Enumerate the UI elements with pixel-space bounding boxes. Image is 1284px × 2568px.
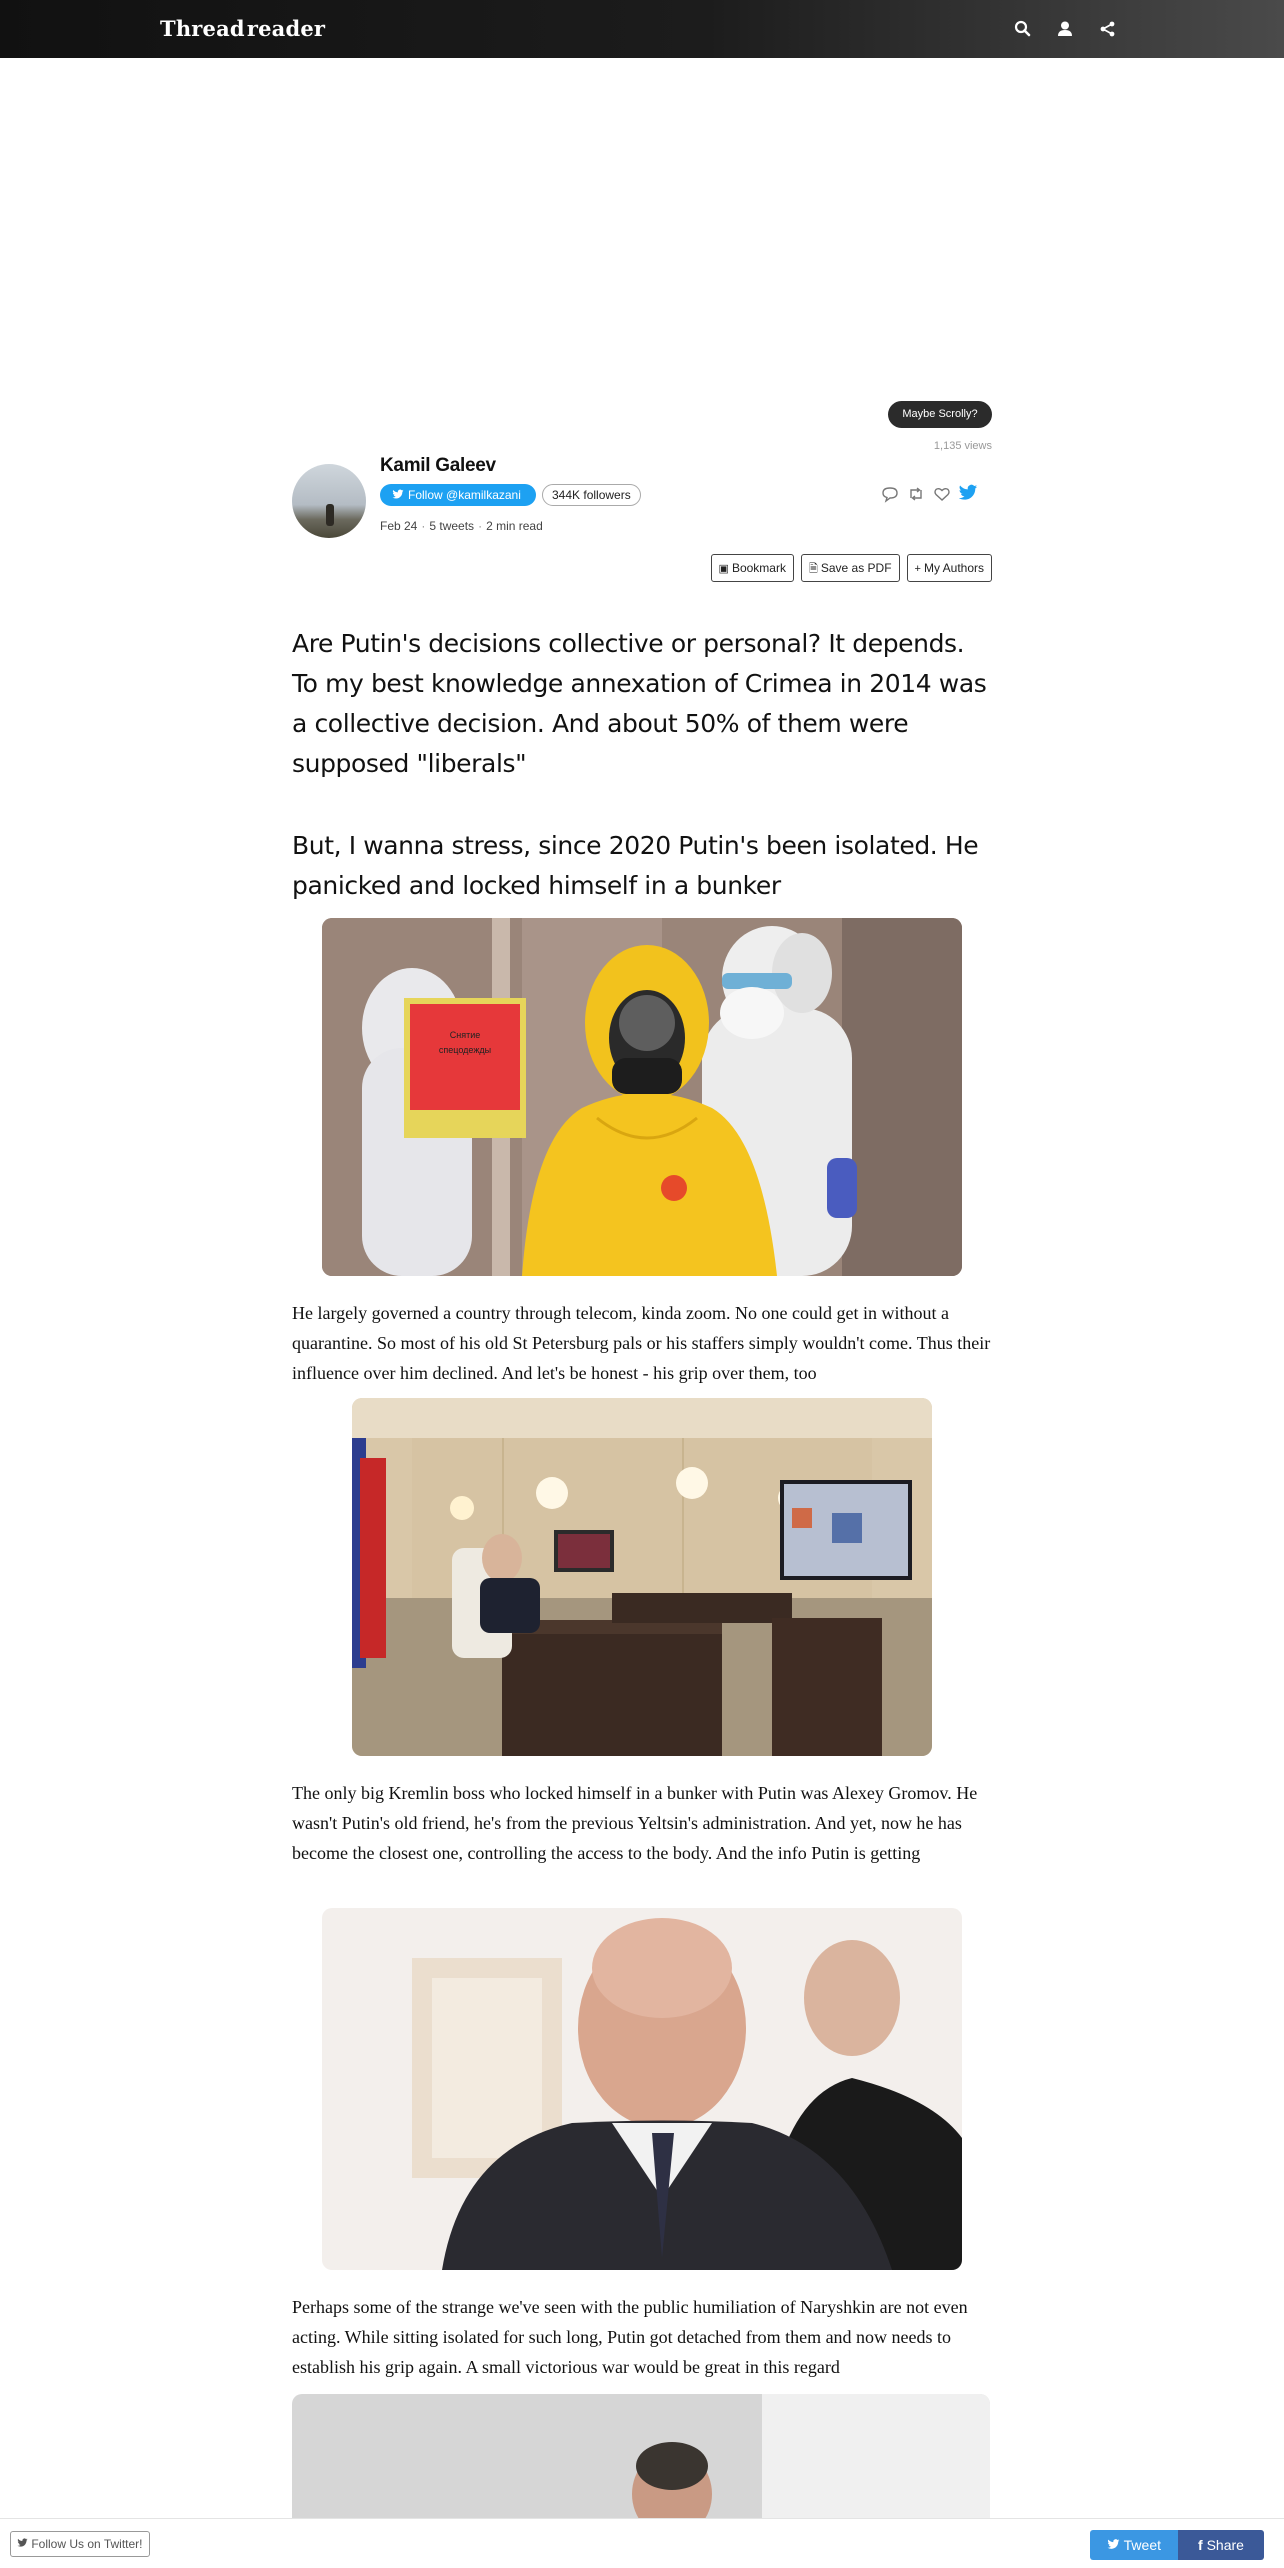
plus-icon: + xyxy=(914,563,921,575)
twitter-icon[interactable] xyxy=(958,484,978,504)
tweet-text-3: He largely governed a country through telecom, kinda zoom. No one could get in without a quarantine. So most of his old St Petersburg pals or his staffers simply wouldn't come. Thus their influence over him declined. And let's be honest - his grip over them, too xyxy=(292,1303,991,1383)
logo-thread: Thread xyxy=(160,16,245,41)
tweet-text-2: But, I wanna stress, since 2020 Putin's been isolated. He panicked and locked himself in a bunker xyxy=(292,831,979,900)
tweet-image-gromov[interactable] xyxy=(322,1908,962,2270)
tweet-image-naryshkin[interactable] xyxy=(292,2394,990,2518)
follow-author-button[interactable] xyxy=(380,484,536,506)
read-time: 2 min read xyxy=(486,519,543,533)
logo-reader: reader xyxy=(246,16,326,41)
tweet-text-5: Perhaps some of the strange we've seen with the public humiliation of Naryshkin are not even acting. While sitting isolated for such long, Putin got detached from them and now needs to establish his grip again. A small victorious war would be great in this regard xyxy=(292,2297,968,2377)
author-name[interactable]: Kamil Galeev xyxy=(380,455,496,476)
facebook-icon: f xyxy=(1198,2537,1203,2553)
author-avatar[interactable] xyxy=(292,464,366,538)
share-tweet-label: Tweet xyxy=(1123,2537,1161,2553)
tweet-actions xyxy=(880,484,978,504)
save-pdf-button[interactable] xyxy=(801,554,900,582)
like-icon[interactable] xyxy=(932,484,952,504)
twitter-bird-icon xyxy=(392,485,404,507)
follow-us-button[interactable] xyxy=(10,2531,150,2557)
thread-date: Feb 24 xyxy=(380,519,418,533)
follow-us-label: Follow Us on Twitter! xyxy=(31,2537,143,2551)
share-facebook-button[interactable] xyxy=(1178,2530,1264,2560)
svg-text:Снятие: Снятие xyxy=(449,1030,481,1040)
page-footer xyxy=(0,2518,1284,2568)
my-authors-button[interactable] xyxy=(907,554,992,582)
followers-count: 344K followers xyxy=(542,484,641,506)
tweet-text-1: Are Putin's decisions collective or personal? It depends. To my best knowledge annexation of Crimea in 2014 was a collective decision. And about 50% of them were supposed "liberals" xyxy=(292,629,987,778)
share-icon[interactable] xyxy=(1097,18,1119,40)
save-pdf-label: Save as PDF xyxy=(820,561,892,575)
twitter-bird-icon xyxy=(1107,2537,1124,2553)
thread-action-buttons xyxy=(711,554,992,582)
tweet-count: 5 tweets xyxy=(429,519,475,533)
thread-meta: Feb 24 · 5 tweets · 2 min read xyxy=(380,519,543,533)
tweet-text-4: The only big Kremlin boss who locked himself in a bunker with Putin was Alexey Gromov. He wasn't Putin's old friend, he's from the previous Yeltsin's administration. And yet, now he has become the closest one, controlling the access to the body. And the info Putin is getting xyxy=(292,1783,978,1863)
bookmark-button[interactable] xyxy=(711,554,794,582)
search-icon[interactable] xyxy=(1012,18,1034,40)
view-count: 1,135 views xyxy=(933,440,992,452)
reply-icon[interactable] xyxy=(880,484,900,504)
user-icon[interactable] xyxy=(1054,18,1076,40)
pdf-icon: 🗎 xyxy=(808,563,818,575)
tweet-image-hazmat[interactable] xyxy=(322,918,962,1276)
top-navbar xyxy=(0,0,1284,58)
bookmark-label: Bookmark xyxy=(731,561,786,575)
tweet-image-office[interactable] xyxy=(352,1398,932,1756)
follow-label: Follow @kamilkazani xyxy=(408,488,521,502)
site-logo[interactable] xyxy=(160,16,325,41)
svg-text:спецодежды: спецодежды xyxy=(438,1045,492,1055)
my-authors-label: My Authors xyxy=(923,561,984,575)
bookmark-icon: ▣ xyxy=(718,563,729,575)
retweet-icon[interactable] xyxy=(906,484,926,504)
twitter-bird-icon xyxy=(17,2537,31,2551)
share-tweet-button[interactable] xyxy=(1090,2530,1178,2560)
share-facebook-label: Share xyxy=(1206,2537,1244,2553)
maybe-scrolly-button[interactable]: Maybe Scrolly? xyxy=(888,401,992,428)
